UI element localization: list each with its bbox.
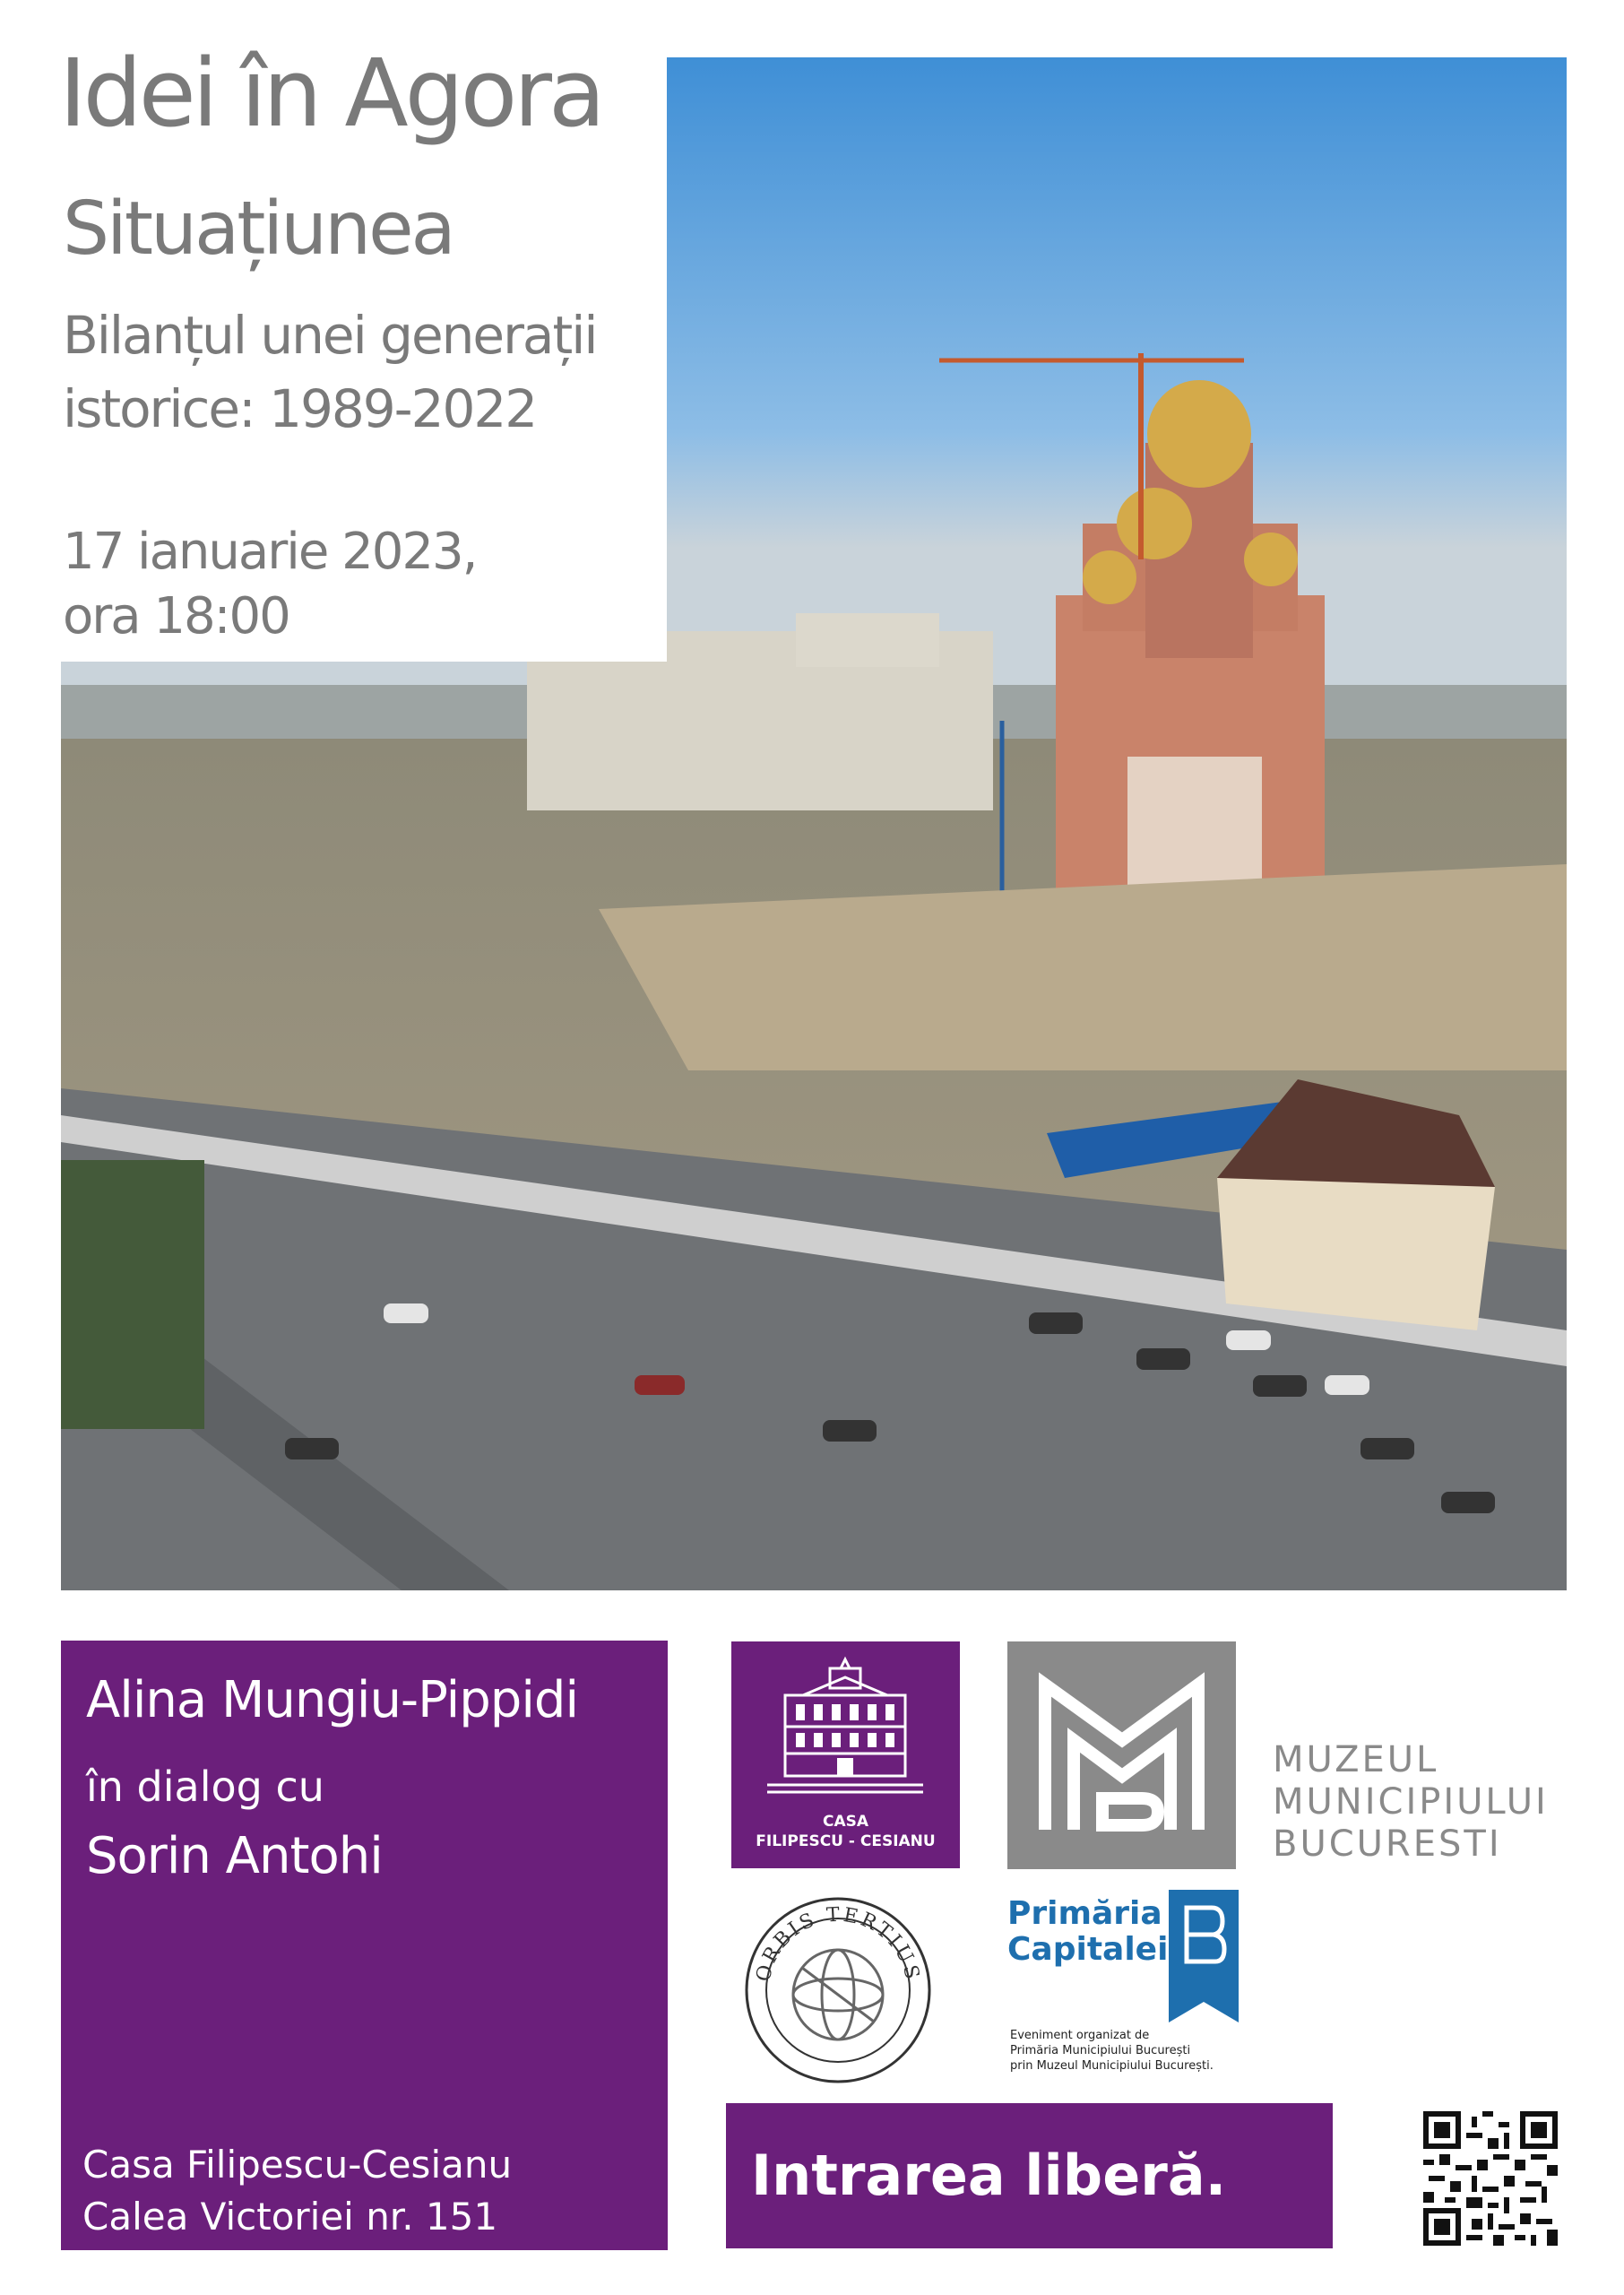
primaria-line1: Primăria <box>1007 1895 1162 1932</box>
primaria-wordmark <box>1007 1896 1168 1968</box>
event-note-line3: prin Muzeul Municipiului București. <box>1010 2059 1214 2073</box>
qr-code-icon[interactable] <box>1423 2111 1558 2246</box>
building-icon <box>731 1641 960 1812</box>
casa-label-line2: FILIPESCU - CESIANU <box>756 1832 936 1850</box>
casa-label-line1: CASA <box>822 1813 869 1831</box>
event-description: Bilanțul unei generații istorice: 1989-2022 <box>63 305 597 439</box>
mmb-logo <box>1007 1641 1236 1869</box>
event-organizer-note <box>1010 2028 1214 2074</box>
free-entry-label: Intrarea liberă. <box>751 2143 1227 2208</box>
primaria-b-icon <box>1169 1890 1239 2022</box>
event-date <box>63 520 618 649</box>
series-title: Idei în Agora <box>59 39 602 148</box>
mmb-wordmark-line1: MUZEUL <box>1273 1739 1439 1780</box>
event-time-line: ora 18:00 <box>63 587 289 645</box>
mmb-monogram-icon <box>1007 1641 1236 1869</box>
mmb-wordmark-line2: MUNICIPIULUI <box>1273 1781 1549 1823</box>
primaria-line2: Capitalei <box>1007 1931 1169 1968</box>
event-subtitle: Situațiunea <box>63 186 454 272</box>
mmb-wordmark <box>1273 1739 1549 1866</box>
speaker-secondary: Sorin Antohi <box>86 1827 383 1885</box>
event-date-line: 17 ianuarie 2023, <box>63 523 477 581</box>
venue-block <box>82 2139 512 2243</box>
speaker-panel <box>61 1641 668 2250</box>
casa-logo-label <box>731 1812 960 1851</box>
event-note-line2: Primăria Municipiului București <box>1010 2044 1191 2057</box>
orbis-tertius-seal <box>744 1896 932 2084</box>
venue-name: Casa Filipescu-Cesianu <box>82 2143 513 2187</box>
casa-filipescu-logo <box>731 1641 960 1868</box>
speaker-primary: Alina Mungiu-Pippidi <box>86 1671 578 1729</box>
event-note-line1: Eveniment organizat de <box>1010 2029 1150 2042</box>
venue-address: Calea Victoriei nr. 151 <box>82 2195 498 2239</box>
speaker-connector: în dialog cu <box>86 1762 324 1811</box>
mmb-wordmark-line3: BUCURESTI <box>1273 1823 1502 1865</box>
orbis-seal-text: ORBIS TERTIUS <box>752 1903 924 1984</box>
free-entry-banner <box>726 2103 1333 2248</box>
